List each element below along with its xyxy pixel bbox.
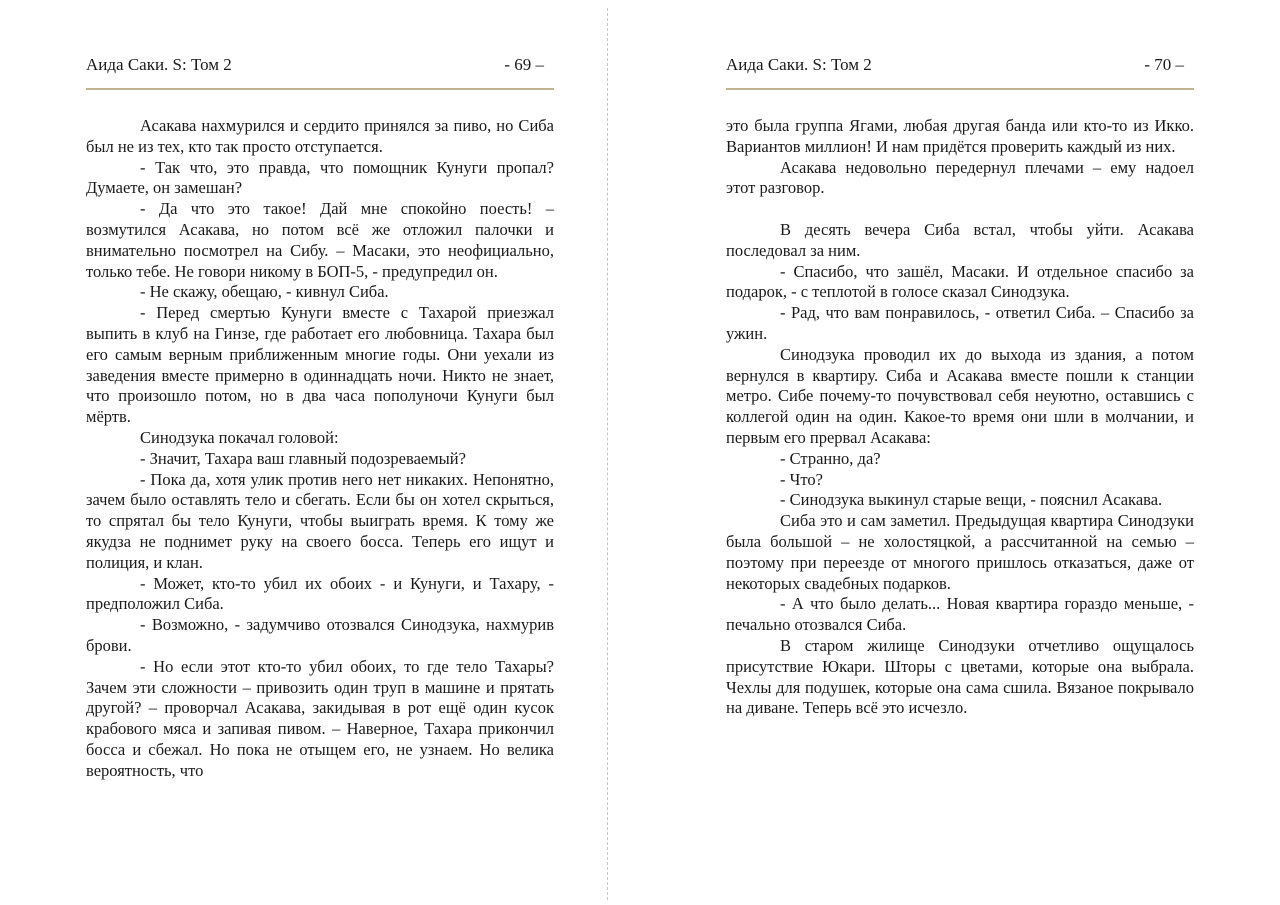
header-title: Аида Саки. S: Том 2 (726, 55, 872, 74)
paragraph: В десять вечера Сиба встал, чтобы уйти. Асакава последовал за ним. (726, 219, 1194, 260)
paragraph: - Так что, это правда, что помощник Кунуги пропал? Думаете, он замешан? (86, 157, 554, 198)
page-number: - 70 – (1144, 55, 1184, 74)
paragraph: Асакава нахмурился и сердито принялся за пиво, но Сиба был не из тех, кто так просто отступается. (86, 116, 554, 156)
paragraph: - Что? (780, 469, 823, 489)
paragraph: - Синодзука выкинул старые вещи, - пояснил Асакава. (780, 490, 1163, 510)
header-rule (726, 88, 1194, 90)
section-break (726, 199, 1194, 220)
paragraph: - А что было делать... Новая квартира гораздо меньше, - печально отозвался Сиба. (726, 594, 1194, 635)
paragraph: - Спасибо, что зашёл, Масаки. И отдельное спасибо за подарок, - с теплотой в голосе сказал Синодзука. (726, 261, 1194, 302)
header-title: Аида Саки. S: Том 2 (86, 55, 232, 74)
paragraph: - Странно, да? (780, 448, 881, 468)
paragraph: это была группа Ягами, любая другая банда или кто-то из Икко. Вариантов миллион! И нам придётся проверить каждый из них. (726, 116, 1194, 156)
paragraph: - Значит, Тахара ваш главный подозреваемый? (140, 448, 466, 468)
running-header (86, 52, 554, 78)
running-header (726, 52, 1194, 78)
header-rule (86, 88, 554, 90)
page-number: - 69 – (504, 55, 544, 74)
paragraph: - Может, кто-то убил их обоих - и Кунуги, и Тахару, - предположил Сиба. (86, 573, 554, 614)
paragraph: - Но если этот кто-то убил обоих, то где тело Тахары? Зачем эти сложности – привозить один труп в машине и прятать другой? – проворчал Асакава, закидывая в рот ещё один кусок крабового мяса и запивая пивом. – Наверное, Тахара прикончил босса и сбежал. Но пока не отыщем его, не узнаем. Но велика вероятность, что (86, 656, 554, 780)
paragraph: - Да что это такое! Дай мне спокойно поесть! – возмутился Асакава, но потом всё же отложил палочки и внимательно посмотрел на Сибу. – Масаки, это неофициально, только тебе. Не говори никому в БОП-5, - предупредил он. (86, 199, 554, 281)
right-page (726, 0, 1194, 905)
page-divider (607, 8, 608, 900)
paragraph: - Не скажу, обещаю, - кивнул Сиба. (140, 282, 389, 302)
page-body (726, 116, 1194, 719)
paragraph: Синодзука проводил их до выхода из здания, а потом вернулся в квартиру. Сиба и Асакава вместе пошли к станции метро. Сибе почему-то почувствовал себя неуютно, оставшись с коллегой один на один. Какое-то время они шли в молчании, и первым его прервал Асакава: (726, 344, 1194, 447)
paragraph: В старом жилище Синодзуки отчетливо ощущалось присутствие Юкари. Шторы с цветами, которые она выбрала. Чехлы для подушек, которые она сама сшила. Вязаное покрывало на диване. Теперь всё это исчезло. (726, 635, 1194, 718)
paragraph: - Перед смертью Кунуги вместе с Тахарой приезжал выпить в клуб на Гинзе, где работает его любовница. Тахара был его самым верным приближенным многие годы. Они уехали из заведения вместе примерно в одиннадцать ночи. Никто не знает, что произошло потом, но в два часа пополуночи Кунуги был мёртв. (86, 303, 554, 427)
paragraph: - Рад, что вам понравилось, - ответил Сиба. – Спасибо за ужин. (726, 303, 1194, 343)
paragraph: - Пока да, хотя улик против него нет никаких. Непонятно, зачем было оставлять тело и сбегать. Если бы он хотел скрыться, то спрятал бы тело Кунуги, чтобы выиграть время. К тому же якудза не поднимет руку на своего босса. Теперь его ищут и полиция, и клан. (86, 469, 554, 572)
page-body (86, 116, 554, 782)
left-page (86, 0, 554, 905)
paragraph: Сиба это и сам заметил. Предыдущая квартира Синодзуки была большой – не холостяцкой, а рассчитанной на семью – поэтому при переезде от многого пришлось отказаться, даже от некоторых свадебных подарков. (726, 511, 1194, 593)
paragraph: - Возможно, - задумчиво отозвался Синодзука, нахмурив брови. (86, 615, 554, 655)
paragraph: Асакава недовольно передернул плечами – ему надоел этот разговор. (726, 157, 1194, 198)
paragraph: Синодзука покачал головой: (140, 427, 339, 447)
